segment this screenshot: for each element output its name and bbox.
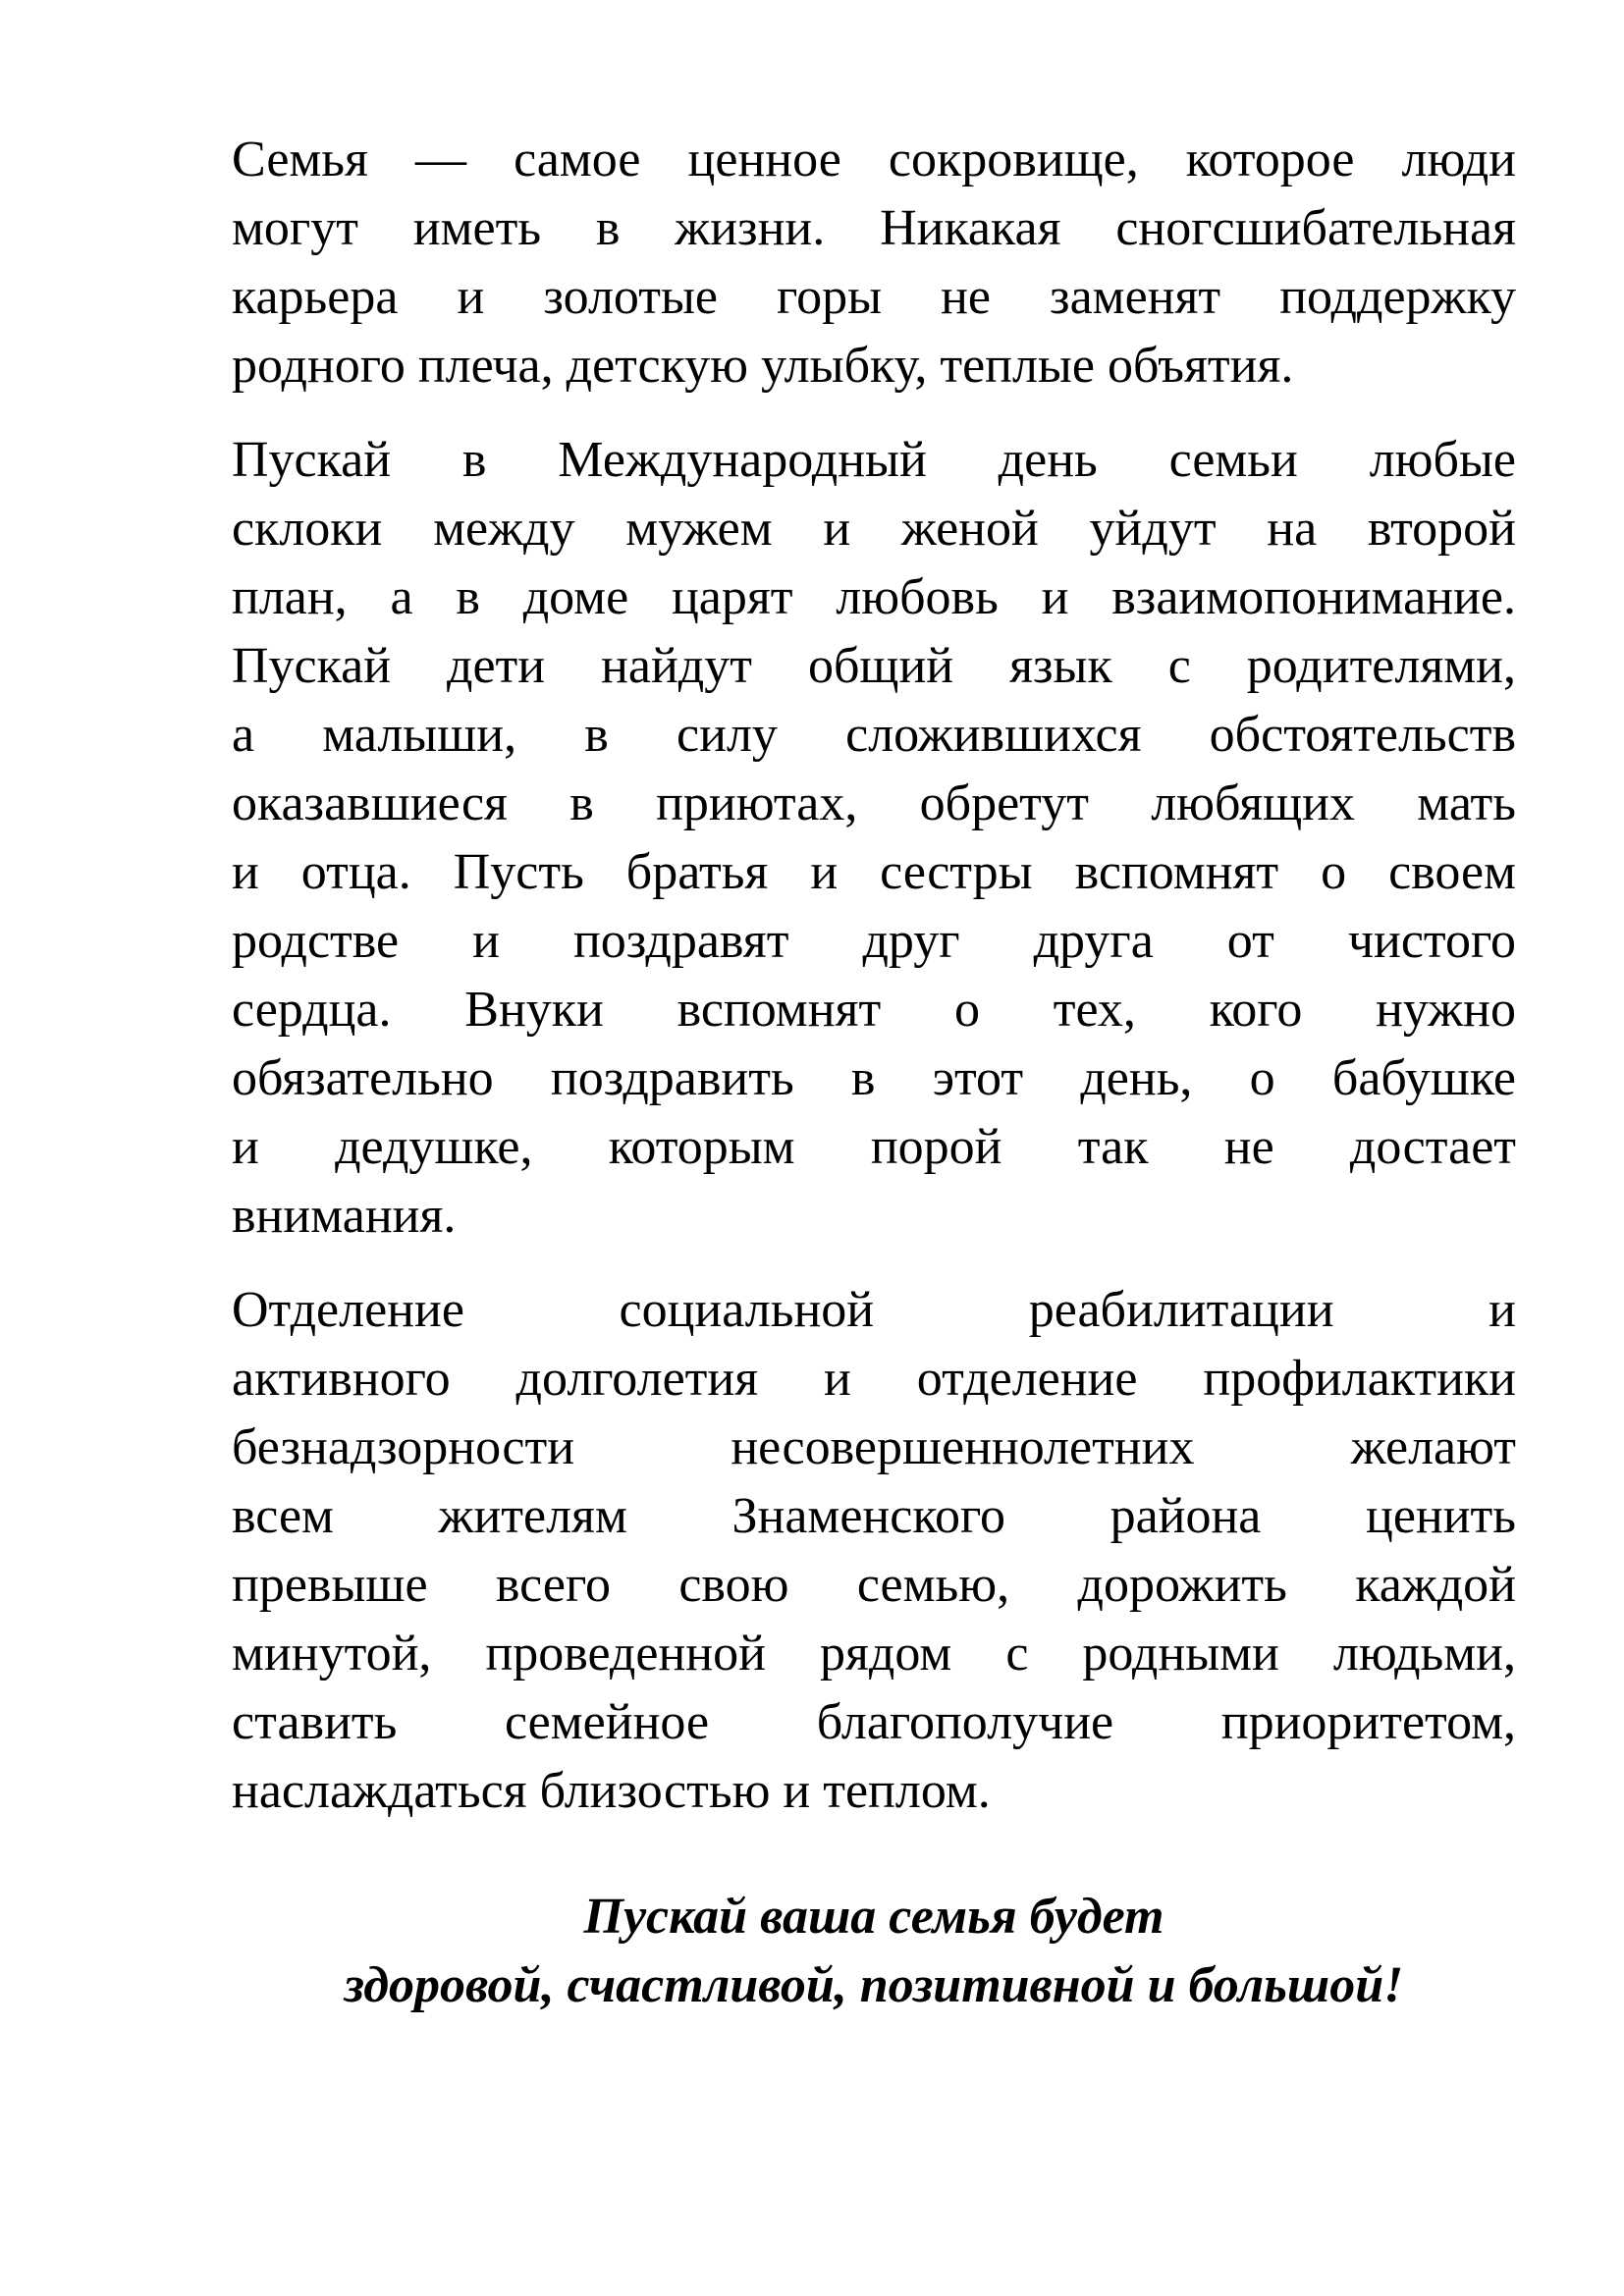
text-line: родстве и поздравят друг друга от чистого — [232, 913, 1516, 969]
text-line: и дедушке, которым порой так не достает — [232, 1119, 1516, 1175]
text-line: склоки между мужем и женой уйдут на второй — [232, 501, 1516, 557]
closing-line: здоровой, счастливой, позитивной и большой! — [344, 1957, 1404, 2013]
text-line: внимания. — [232, 1188, 457, 1244]
text-line: могут иметь в жизни. Никакая сногсшибательная — [232, 200, 1516, 256]
text-line: активного долголетия и отделение профилактики — [232, 1351, 1516, 1407]
text-line: Семья — самое ценное сокровище, которое люди — [232, 132, 1516, 187]
paragraph-family-day-wishes — [232, 426, 1516, 1251]
text-line: обязательно поздравить в этот день, о бабушке — [232, 1050, 1516, 1106]
text-line: минутой, проведенной рядом с родными людьми, — [232, 1626, 1516, 1682]
text-line: карьера и золотые горы не заменят поддержку — [232, 269, 1516, 325]
text-line: сердца. Внуки вспомнят о тех, кого нужно — [232, 982, 1516, 1038]
text-line: Пускай дети найдут общий язык с родителями, — [232, 638, 1516, 694]
text-line: план, а в доме царят любовь и взаимопонимание. — [232, 569, 1516, 625]
document-page — [232, 126, 1516, 2020]
paragraph-family-value — [232, 126, 1516, 400]
text-line: превыше всего свою семью, дорожить каждой — [232, 1557, 1516, 1613]
text-line: безнадзорности несовершеннолетних желают — [232, 1419, 1516, 1475]
text-line: Пускай в Международный день семьи любые — [232, 432, 1516, 488]
text-line: и отца. Пусть братья и сестры вспомнят о своем — [232, 844, 1516, 900]
closing-wish — [232, 1883, 1516, 2020]
text-line: ставить семейное благополучие приоритетом, — [232, 1694, 1516, 1750]
closing-line: Пускай ваша семья будет — [583, 1889, 1164, 1945]
text-line: родного плеча, детскую улыбку, теплые объятия. — [232, 338, 1294, 394]
text-line: а малыши, в силу сложившихся обстоятельств — [232, 707, 1516, 763]
text-line: всем жителям Знаменского района ценить — [232, 1488, 1516, 1544]
paragraph-department-greeting — [232, 1276, 1516, 1826]
text-line: Отделение социальной реабилитации и — [232, 1282, 1516, 1338]
text-line: наслаждаться близостью и теплом. — [232, 1763, 991, 1819]
text-line: оказавшиеся в приютах, обретут любящих мать — [232, 775, 1516, 831]
